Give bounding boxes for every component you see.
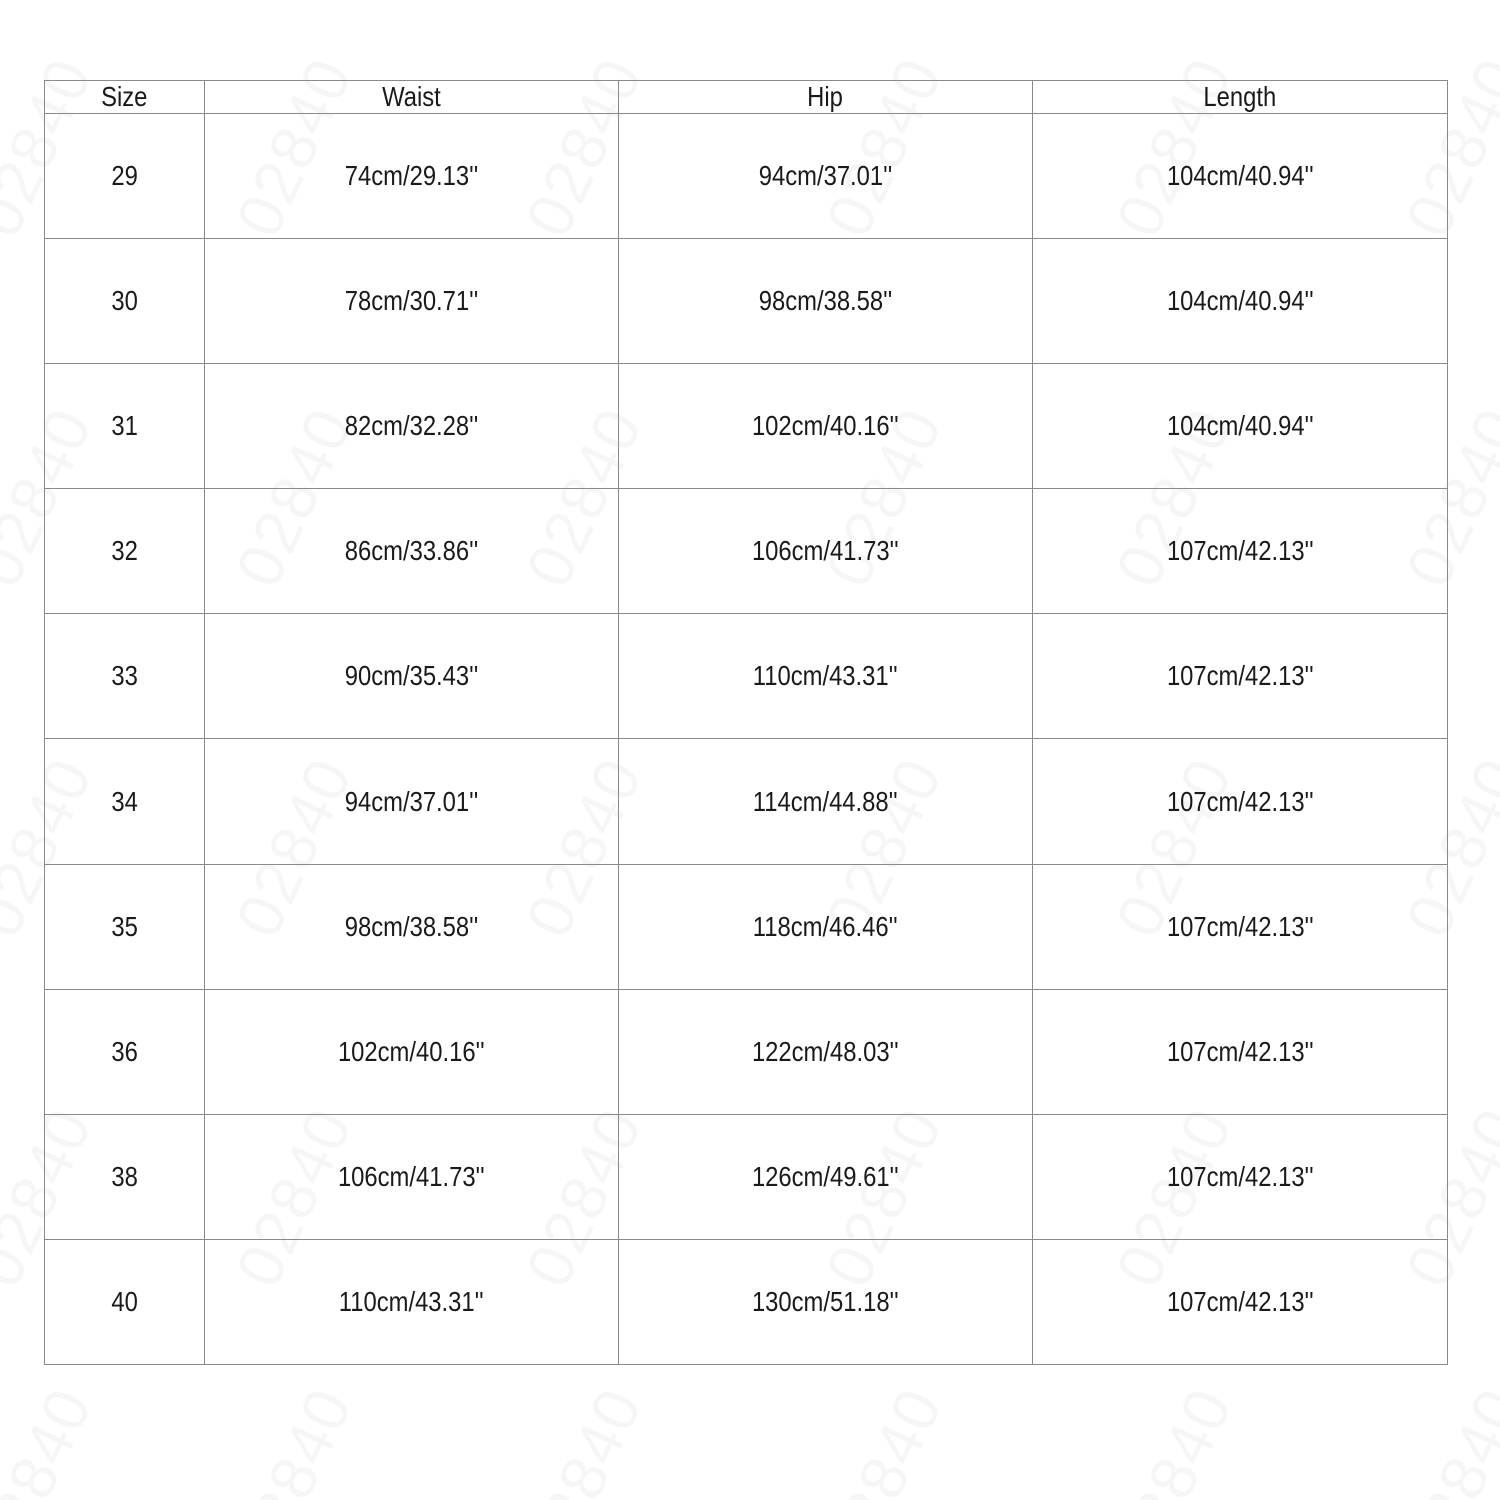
table-row	[45, 864, 1448, 989]
cell-length: 107cm/42.13''	[1033, 1114, 1448, 1239]
cell-hip: 110cm/43.31''	[619, 614, 1033, 739]
cell-length: 107cm/42.13''	[1033, 739, 1448, 864]
cell-size: 29	[45, 114, 205, 239]
table-row	[45, 1239, 1448, 1364]
cell-length: 107cm/42.13''	[1033, 1239, 1448, 1364]
watermark-text	[1391, 1376, 1500, 1500]
cell-hip: 122cm/48.03''	[619, 989, 1033, 1114]
watermark-text	[0, 1376, 107, 1500]
table-row	[45, 364, 1448, 489]
cell-length: 107cm/42.13''	[1033, 864, 1448, 989]
cell-waist: 82cm/32.28''	[205, 364, 619, 489]
cell-hip: 126cm/49.61''	[619, 1114, 1033, 1239]
cell-hip: 98cm/38.58''	[619, 239, 1033, 364]
cell-hip: 106cm/41.73''	[619, 489, 1033, 614]
cell-waist: 90cm/35.43''	[205, 614, 619, 739]
table-row	[45, 489, 1448, 614]
cell-size: 30	[45, 239, 205, 364]
header-waist: Waist	[205, 81, 619, 114]
cell-length: 104cm/40.94''	[1033, 114, 1448, 239]
table-row	[45, 239, 1448, 364]
header-length: Length	[1033, 81, 1448, 114]
cell-waist: 110cm/43.31''	[205, 1239, 619, 1364]
cell-hip: 114cm/44.88''	[619, 739, 1033, 864]
cell-waist: 74cm/29.13''	[205, 114, 619, 239]
cell-length: 104cm/40.94''	[1033, 239, 1448, 364]
cell-waist: 102cm/40.16''	[205, 989, 619, 1114]
cell-hip: 94cm/37.01''	[619, 114, 1033, 239]
cell-size: 36	[45, 989, 205, 1114]
watermark-text	[221, 1376, 368, 1500]
cell-length: 107cm/42.13''	[1033, 989, 1448, 1114]
cell-size: 38	[45, 1114, 205, 1239]
cell-length: 104cm/40.94''	[1033, 364, 1448, 489]
cell-waist: 94cm/37.01''	[205, 739, 619, 864]
cell-size: 35	[45, 864, 205, 989]
header-row	[45, 81, 1448, 114]
cell-size: 40	[45, 1239, 205, 1364]
cell-length: 107cm/42.13''	[1033, 489, 1448, 614]
watermark-text	[1101, 1376, 1248, 1500]
table-row	[45, 114, 1448, 239]
header-size: Size	[45, 81, 205, 114]
cell-size: 33	[45, 614, 205, 739]
cell-waist: 86cm/33.86''	[205, 489, 619, 614]
size-chart-body	[45, 114, 1448, 1365]
cell-waist: 106cm/41.73''	[205, 1114, 619, 1239]
cell-hip: 118cm/46.46''	[619, 864, 1033, 989]
table-row	[45, 989, 1448, 1114]
header-hip: Hip	[619, 81, 1033, 114]
cell-waist: 98cm/38.58''	[205, 864, 619, 989]
table-row	[45, 614, 1448, 739]
cell-size: 31	[45, 364, 205, 489]
watermark-text	[811, 1376, 958, 1500]
table-row	[45, 739, 1448, 864]
cell-hip: 102cm/40.16''	[619, 364, 1033, 489]
cell-waist: 78cm/30.71''	[205, 239, 619, 364]
watermark-text	[511, 1376, 658, 1500]
table-row	[45, 1114, 1448, 1239]
cell-size: 34	[45, 739, 205, 864]
cell-size: 32	[45, 489, 205, 614]
cell-hip: 130cm/51.18''	[619, 1239, 1033, 1364]
size-chart-table	[44, 80, 1448, 1365]
cell-length: 107cm/42.13''	[1033, 614, 1448, 739]
